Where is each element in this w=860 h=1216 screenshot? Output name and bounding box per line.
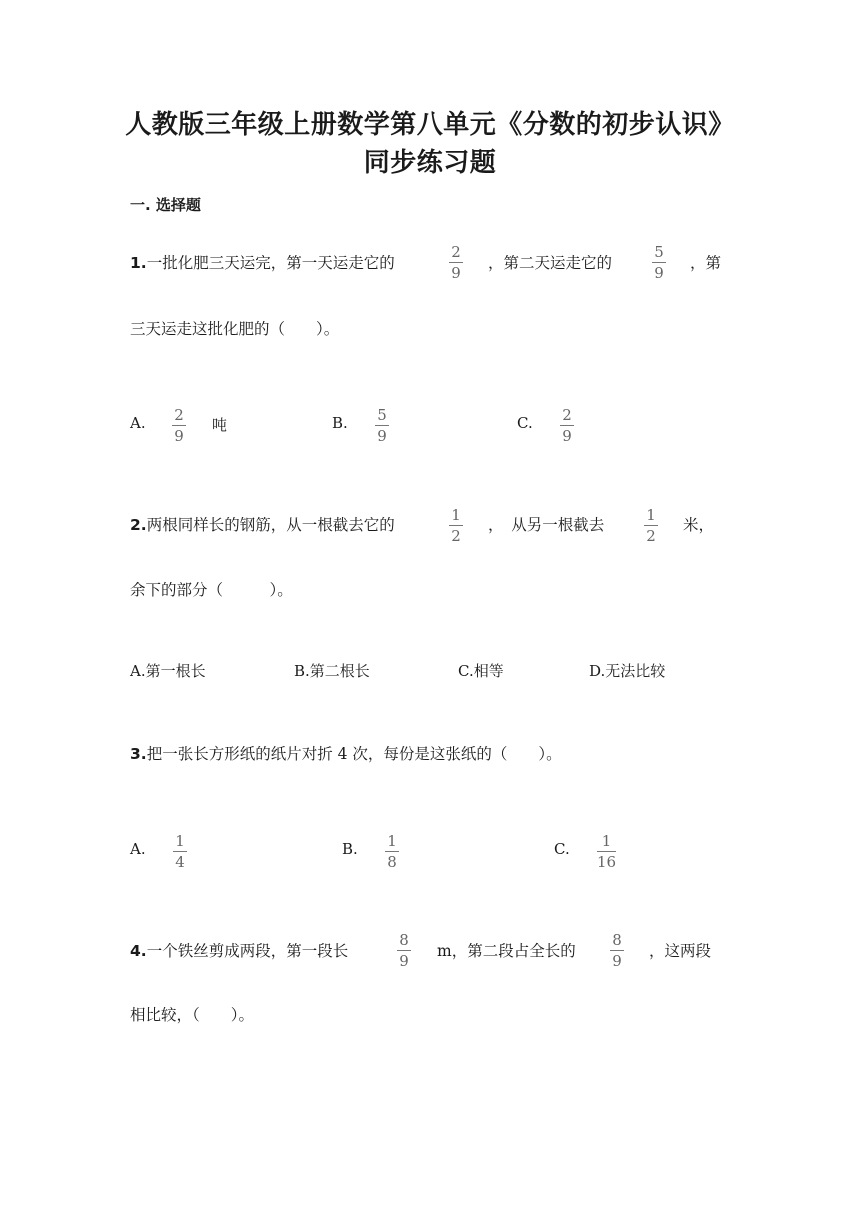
question-text: 把一张长方形纸的纸片对折 4 次，每份是这张纸的（ ）。 [146,745,562,763]
question-number: 4. [130,942,147,960]
fraction: 8 9 [610,931,624,970]
page-title: 人教版三年级上册数学第八单元《分数的初步认识》 [125,110,735,140]
option-b[interactable]: B.第二根长 [294,662,370,680]
question-number: 2. [130,516,147,534]
fraction: 2 9 [449,243,463,282]
option-a-label[interactable]: A. [130,414,146,432]
question-text: ，第二天运走它的 [488,254,613,272]
option-b-label[interactable]: B. [332,414,348,432]
fraction: 5 9 [652,243,666,282]
question-text-line2: 三天运走这批化肥的（ ）。 [130,320,340,338]
question-number: 3. [130,745,147,763]
question-text: 米， [683,516,715,534]
option-c[interactable]: C.相等 [458,662,504,680]
option-a-label[interactable]: A. [130,840,146,858]
question-text: m，第二段占全长的 [437,942,576,960]
question-text-line2: 余下的部分（ ）。 [130,581,293,599]
option-a-fraction: 2 9 [172,406,186,445]
option-b-fraction: 1 8 [385,832,399,871]
fraction: 1 2 [644,506,658,545]
question-text: 一批化肥三天运完，第一天运走它的 [146,254,395,272]
option-c-fraction: 1 16 [597,832,617,871]
page-subtitle: 同步练习题 [363,148,497,178]
question-text: 两根同样长的钢筋，从一根截去它的 [146,516,395,534]
option-c-label[interactable]: C. [517,414,533,432]
section-heading: 一. 选择题 [130,196,201,214]
question-text: ，这两段 [649,942,712,960]
option-b-label[interactable]: B. [342,840,358,858]
question-number: 1. [130,254,147,272]
option-b-fraction: 5 9 [375,406,389,445]
question-text-line2: 相比较，（ ）。 [130,1006,255,1024]
option-c-label[interactable]: C. [554,840,570,858]
option-a-unit: 吨 [212,416,228,434]
option-a[interactable]: A.第一根长 [130,662,206,680]
question-text: 一个铁丝剪成两段，第一段长 [146,942,349,960]
option-a-fraction: 1 4 [173,832,187,871]
question-text: ，第 [690,254,722,272]
option-d[interactable]: D.无法比较 [589,662,666,680]
question-text: ， 从另一根截去 [488,516,605,534]
fraction: 8 9 [397,931,411,970]
fraction: 1 2 [449,506,463,545]
option-c-fraction: 2 9 [560,406,574,445]
